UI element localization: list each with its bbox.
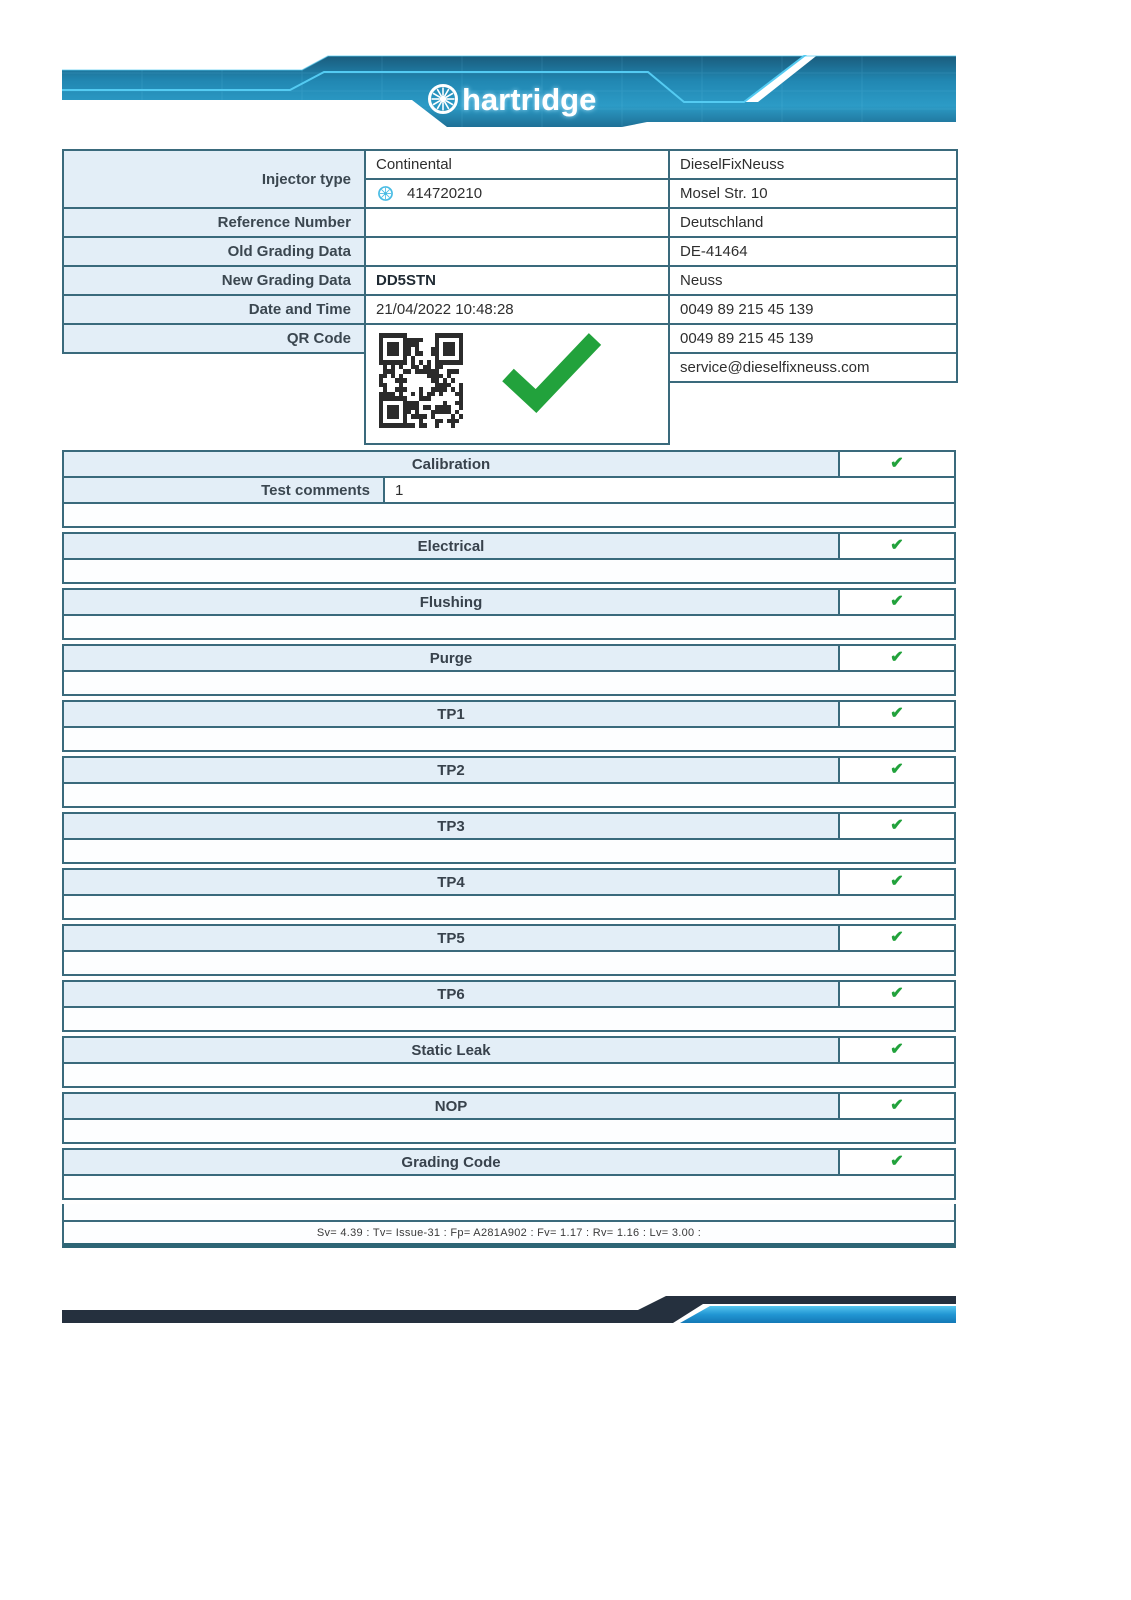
status-check-cell [838, 758, 954, 782]
section-header-tp3 [62, 812, 956, 840]
section-header-grading-code [62, 1148, 956, 1176]
spacer-row [62, 1120, 956, 1144]
status-check-cell [838, 646, 954, 670]
section-title: Static Leak [64, 1038, 838, 1062]
section-block-tp4 [62, 868, 956, 920]
check-icon: ✔ [890, 537, 904, 554]
section-header-tp4 [62, 868, 956, 896]
section-header-static-leak [62, 1036, 956, 1064]
status-check-cell [838, 982, 954, 1006]
section-block-purge [62, 644, 956, 696]
check-icon: ✔ [890, 985, 904, 1002]
date-time-label: Date and Time [63, 295, 365, 324]
section-title: Flushing [64, 590, 838, 614]
status-check-cell [838, 926, 954, 950]
section-block-tp6 [62, 980, 956, 1032]
section-header-tp6 [62, 980, 956, 1008]
workshop-street: Mosel Str. 10 [669, 179, 957, 208]
section-header-purge [62, 644, 956, 672]
section-block-nop [62, 1092, 956, 1144]
status-check-cell [838, 534, 954, 558]
test-comments-value: 1 [385, 478, 954, 502]
section-title: NOP [64, 1094, 838, 1118]
status-check-cell [838, 702, 954, 726]
workshop-phone-1: 0049 89 215 45 139 [669, 295, 957, 324]
section-header-calibration [62, 450, 956, 478]
check-icon: ✔ [890, 1041, 904, 1058]
status-check-cell [838, 590, 954, 614]
section-header-flushing [62, 588, 956, 616]
footer-banner [62, 1294, 956, 1324]
empty-cell [63, 353, 365, 382]
injector-number-cell [365, 179, 669, 208]
spacer-row [62, 784, 956, 808]
check-icon: ✔ [890, 873, 904, 890]
reference-number-value [365, 208, 669, 237]
injector-number-value: 414720210 [407, 185, 483, 202]
old-grading-label: Old Grading Data [63, 237, 365, 266]
logo-text: hartridge [462, 82, 597, 117]
test-comments-row [62, 478, 956, 504]
status-check-cell [838, 452, 954, 476]
section-title: TP1 [64, 702, 838, 726]
section-header-electrical [62, 532, 956, 560]
spacer-row [62, 728, 956, 752]
footer-blue-bar [680, 1306, 956, 1323]
spacer-row [62, 840, 956, 864]
section-block-tp5 [62, 924, 956, 976]
qr-code-cell [365, 324, 669, 444]
version-info-row [62, 1222, 956, 1248]
sections-rows [62, 450, 956, 1200]
spacer-row [62, 952, 956, 976]
spacer-row [62, 560, 956, 584]
new-grading-label: New Grading Data [63, 266, 365, 295]
empty-cell [63, 382, 365, 444]
section-block-electrical [62, 532, 956, 584]
qr-code-label: QR Code [63, 324, 365, 353]
section-block-tp3 [62, 812, 956, 864]
section-title: Purge [64, 646, 838, 670]
spacer-row [62, 504, 956, 528]
reference-number-label: Reference Number [63, 208, 365, 237]
check-icon: ✔ [890, 649, 904, 666]
status-check-cell [838, 870, 954, 894]
spacer-row [62, 1176, 956, 1200]
version-info-text: Sv= 4.39 : Tv= Issue-31 : Fp= A281A902 : Fv= 1.17 : Rv= 1.16 : Lv= 3.00 : [316, 1226, 702, 1239]
old-grading-value [365, 237, 669, 266]
workshop-phone-2: 0049 89 215 45 139 [669, 324, 957, 353]
check-icon: ✔ [890, 1153, 904, 1170]
empty-cell [669, 382, 957, 444]
section-title: TP6 [64, 982, 838, 1006]
check-icon: ✔ [890, 455, 904, 472]
section-block-tp1 [62, 700, 956, 752]
check-icon: ✔ [890, 929, 904, 946]
status-check-cell [838, 814, 954, 838]
wheel-icon [430, 86, 457, 113]
section-title: TP3 [64, 814, 838, 838]
check-icon: ✔ [890, 761, 904, 778]
section-title: TP4 [64, 870, 838, 894]
section-title: Grading Code [64, 1150, 838, 1174]
section-block-flushing [62, 588, 956, 640]
check-icon: ✔ [890, 593, 904, 610]
spacer-row [62, 896, 956, 920]
injector-info-table [62, 149, 958, 445]
section-block-calibration [62, 450, 956, 528]
spacer-row [62, 1008, 956, 1032]
spacer-row [62, 672, 956, 696]
pass-check-icon [494, 329, 609, 417]
section-title: TP5 [64, 926, 838, 950]
status-check-cell [838, 1094, 954, 1118]
workshop-email: service@dieselfixneuss.com [669, 353, 957, 382]
workshop-name: DieselFixNeuss [669, 150, 957, 179]
check-icon: ✔ [890, 817, 904, 834]
section-header-nop [62, 1092, 956, 1120]
new-grading-value: DD5STN [365, 266, 669, 295]
spacer-row [62, 1064, 956, 1088]
section-header-tp2 [62, 756, 956, 784]
wheel-mini-icon [378, 186, 393, 201]
check-icon: ✔ [890, 705, 904, 722]
section-title: Calibration [64, 452, 838, 476]
injector-type-label: Injector type [63, 150, 365, 208]
test-comments-label: Test comments [64, 478, 385, 502]
sections-table [62, 450, 956, 1248]
section-block-grading-code [62, 1148, 956, 1200]
date-time-value: 21/04/2022 10:48:28 [365, 295, 669, 324]
spacer-row [62, 1204, 956, 1222]
section-header-tp1 [62, 700, 956, 728]
workshop-postcode: DE-41464 [669, 237, 957, 266]
qr-code [379, 333, 463, 428]
section-block-static-leak [62, 1036, 956, 1088]
workshop-country: Deutschland [669, 208, 957, 237]
status-check-cell [838, 1038, 954, 1062]
section-title: TP2 [64, 758, 838, 782]
injector-make-value: Continental [365, 150, 669, 179]
check-icon: ✔ [890, 1097, 904, 1114]
spacer-row [62, 616, 956, 640]
header-banner [62, 55, 956, 128]
section-block-tp2 [62, 756, 956, 808]
workshop-city: Neuss [669, 266, 957, 295]
section-title: Electrical [64, 534, 838, 558]
status-check-cell [838, 1150, 954, 1174]
section-header-tp5 [62, 924, 956, 952]
